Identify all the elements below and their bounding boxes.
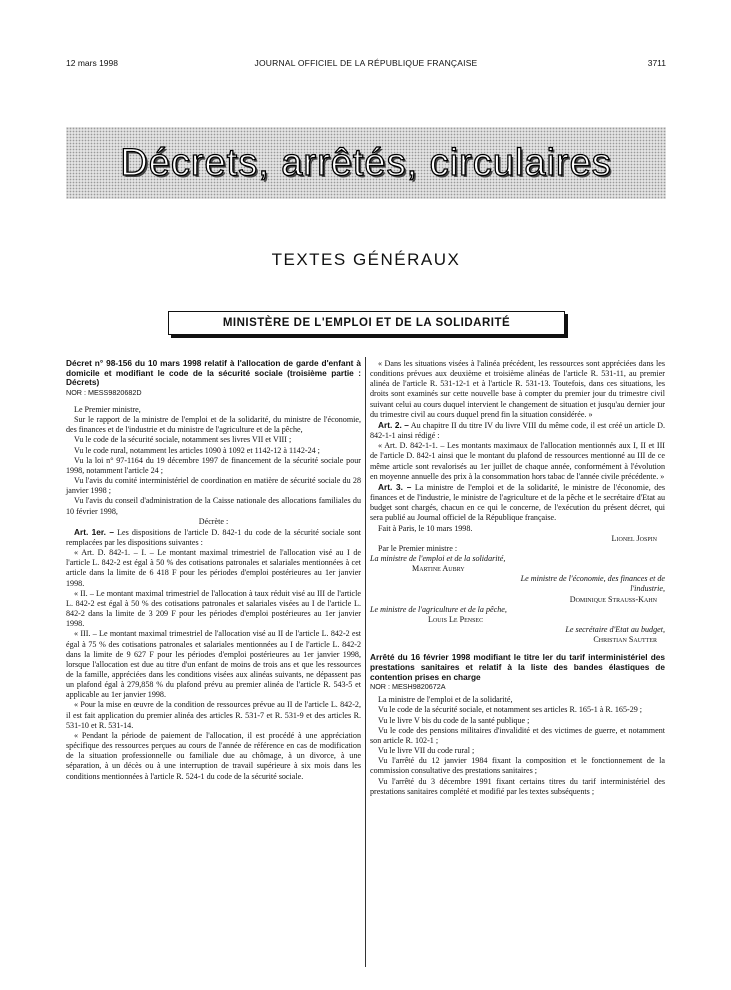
article-paragraph: « Pendant la période de paiement de l'allocation, il est procédé à une appréciation spécifique des ressources perçues au cours de l'année de référence en cas de modification de la situation professionnelle ou familiale due au chômage, à un divorce, à une séparation, à un décès ou à une interruption de travail supérieure à six mois dans les conditions mentionnées à l'article R. 524-1 du code de la sécurité sociale. (66, 730, 361, 781)
signature-prime-minister: Lionel Jospin (611, 533, 657, 543)
signatory-name: Louis Le Pensec (428, 614, 484, 624)
decree-intro-paragraph: Le Premier ministre, (74, 404, 141, 414)
by-prime-minister: Par le Premier ministre : (378, 543, 458, 553)
ministry-title: MINISTÈRE DE L'EMPLOI ET DE LA SOLIDARITÉ (222, 317, 511, 329)
arrete-paragraph: Vu le livre V bis du code de la santé publique ; (378, 715, 530, 725)
article-paragraph: « Dans les situations visées à l'alinéa précédent, les ressources sont appréciées dans les conditions prévues aux deuxième et troisième alinéas de l'article R. 531-11, au premier alinéa de l'article R. 531-12-1 et à l'article R. 531-13. Toutefois, dans ces situations, les droits sont examinés sur cette nouvelle base à compter du premier jour du trimestre civil suivant celui au cours duquel intervient le changement de situation et jusqu'au dernier jour du trimestre civil au cours duquel prend fin la situation considérée. » (370, 359, 665, 419)
signatory-role: La ministre de l'emploi et de la solidarité, (370, 553, 506, 563)
header-page-number: 3711 (647, 58, 666, 68)
signatory-name: Martine Aubry (412, 564, 465, 574)
section-heading: TEXTES GÉNÉRAUX (271, 250, 461, 269)
decree-intro-paragraph: Vu la loi n° 97-1164 du 19 décembre 1997 de financement de la sécurité sociale pour 1998, notamment l'article 24 ; (66, 455, 361, 475)
article-1-label: Art. 1er. – (74, 526, 114, 537)
left-column (66, 359, 361, 782)
right-column (370, 359, 665, 797)
header-date: 12 mars 1998 (66, 58, 118, 68)
arrete-title: Arrêté du 16 février 1998 modifiant le titre Ier du tarif interministériel des prestations sanitaires et relatif à la liste des bandes élastiques de contention prises en charge (370, 652, 665, 682)
arrete-nor: NOR : MESH9820672A (370, 682, 446, 692)
arrete-paragraph: Vu le livre VII du code rural ; (378, 746, 475, 756)
article-2-text: Au chapitre II du titre IV du livre VIII du même code, il est créé un article D. 842-1-1 ainsi rédigé : (370, 420, 665, 441)
article-paragraph: « II. – Le montant maximal trimestriel de l'allocation à taux réduit visé au III de l'article L. 842-2 est égal à 50 % des cotisations patronales et salariales visées au I de l'article L. 842-2 dans la limite de 3 209 F pour les périodes d'emploi postérieures au 1er janvier 1998. (66, 588, 361, 629)
arrete-paragraph: La ministre de l'emploi et de la solidarité, (378, 695, 513, 705)
section-banner (66, 127, 666, 199)
page-header (66, 58, 666, 72)
arrete-paragraph: Vu le code de la sécurité sociale, et notamment ses articles R. 165-1 à R. 165-29 ; (378, 705, 643, 715)
arrete-paragraph: Vu le code des pensions militaires d'invalidité et des victimes de guerre, et notamment son article R. 102-1 ; (370, 725, 665, 745)
article-2 (370, 420, 665, 441)
banner-title: Décrets, arrêtés, circulaires (120, 141, 612, 184)
ministry-box (168, 311, 565, 335)
signatory-name: Christian Sautter (593, 635, 657, 645)
article-3-text: La ministre de l'emploi et de la solidarité, le ministre de l'économie, des finances et de l'industrie, le ministre de l'agriculture et de la pêche et le secrétaire d'Etat au budget sont chargés, chacun en ce qui le concerne, de l'exécution du présent décret, qui sera publié au Journal officiel de la République française. (370, 482, 665, 523)
arrete-paragraph: Vu l'arrêté du 3 décembre 1991 fixant certains titres du tarif interministériel des prestations sanitaires complété et modifié par les textes subséquents ; (370, 776, 665, 796)
article-2-quote: « Art. D. 842-1-1. – Les montants maximaux de l'allocation mentionnés aux I, II et III de l'article D. 842-1 ainsi que le montant du plafond de ressources mentionné au III de ce même article sont revalorisés au 1er juillet de chaque année, conformément à l'évolution en moyenne annuelle des prix à la consommation hors tabac de l'année civile précédente. » (370, 441, 665, 481)
decree-intro-paragraph: Vu l'avis du conseil d'administration de la Caisse nationale des allocations familiales du 10 février 1998, (66, 496, 361, 516)
done-at-paris: Fait à Paris, le 10 mars 1998. (378, 523, 473, 533)
signatory-role: Le ministre de l'agriculture et de la pêche, (370, 604, 507, 614)
header-journal-title: JOURNAL OFFICIEL DE LA RÉPUBLIQUE FRANÇAISE (254, 58, 478, 68)
article-paragraph: « III. – Le montant maximal trimestriel de l'allocation visé au II de l'article L. 842-2 est égal à 75 % des cotisations patronales et salariales mentionnées au I de l'article L. 842-2 dans la limite de 9 627 F pour les périodes d'emploi postérieures au 1er janvier 1998, lorsque l'allocation est due au titre d'un enfant de moins de trois ans et que les ressources de la famille, appréciées dans les conditions visées aux alinéas suivants, ne dépassent pas un plafond égal à 279,858 % du plafond prévu au premier alinéa de l'article R. 543-5 et applicable au 1er janvier 1998. (66, 629, 361, 700)
decree-nor: NOR : MESS9820682D (66, 387, 142, 397)
article-3 (370, 482, 665, 524)
signatory-name: Dominique Strauss-Kahn (569, 594, 657, 604)
article-2-label: Art. 2. – (378, 419, 409, 430)
signatory-role: Le ministre de l'économie, des finances et de l'industrie, (520, 574, 665, 594)
article-paragraph: « Pour la mise en œuvre de la condition de ressources prévue au II de l'article L. 842-2, il est fait application du premier alinéa des articles R. 531-7 et R. 531-9 et des articles R. 531-10 et R. 531-14. (66, 700, 361, 730)
article-1-text: Les dispositions de l'article D. 842-1 du code de la sécurité sociale sont remplacées par les dispositions suivantes : (66, 527, 361, 547)
article-1 (66, 527, 361, 548)
decree-title: Décret n° 98-156 du 10 mars 1998 relatif à l'allocation de garde d'enfant à domicile et modifiant le code de la sécurité sociale (troisième partie : Décrets) (66, 358, 361, 388)
decrete-line: Décrète : (198, 516, 229, 526)
article-paragraph: « Art. D. 842-1. – I. – Le montant maximal trimestriel de l'allocation visé au I de l'article L. 842-2 est égal à 50 % des cotisations patronales et salariales mentionnées à cet article dans la limite de 6 418 F pour les périodes d'emploi postérieures au 1er janvier 1998. (66, 548, 361, 588)
article-3-label: Art. 3. – (378, 481, 412, 492)
decree-intro-paragraph: Sur le rapport de la ministre de l'emploi et de la solidarité, du ministre de l'économie, des finances et de l'industrie et du ministre de l'agriculture et de la pêche, (66, 415, 361, 435)
decree-intro-paragraph: Vu le code rural, notamment les articles 1090 à 1092 et 1142-12 à 1142-24 ; (74, 445, 320, 455)
decree-intro-paragraph: Vu l'avis du comité interministériel de coordination en matière de sécurité sociale du 28 janvier 1998 ; (66, 476, 361, 496)
signatory-role: Le secrétaire d'Etat au budget, (565, 625, 665, 635)
decree-intro-paragraph: Vu le code de la sécurité sociale, notamment ses livres VII et VIII ; (74, 435, 292, 445)
column-divider (365, 357, 366, 967)
arrete-paragraph: Vu l'arrêté du 12 janvier 1984 fixant la composition et le fonctionnement de la commission consultative des prestations sanitaires ; (370, 756, 665, 776)
